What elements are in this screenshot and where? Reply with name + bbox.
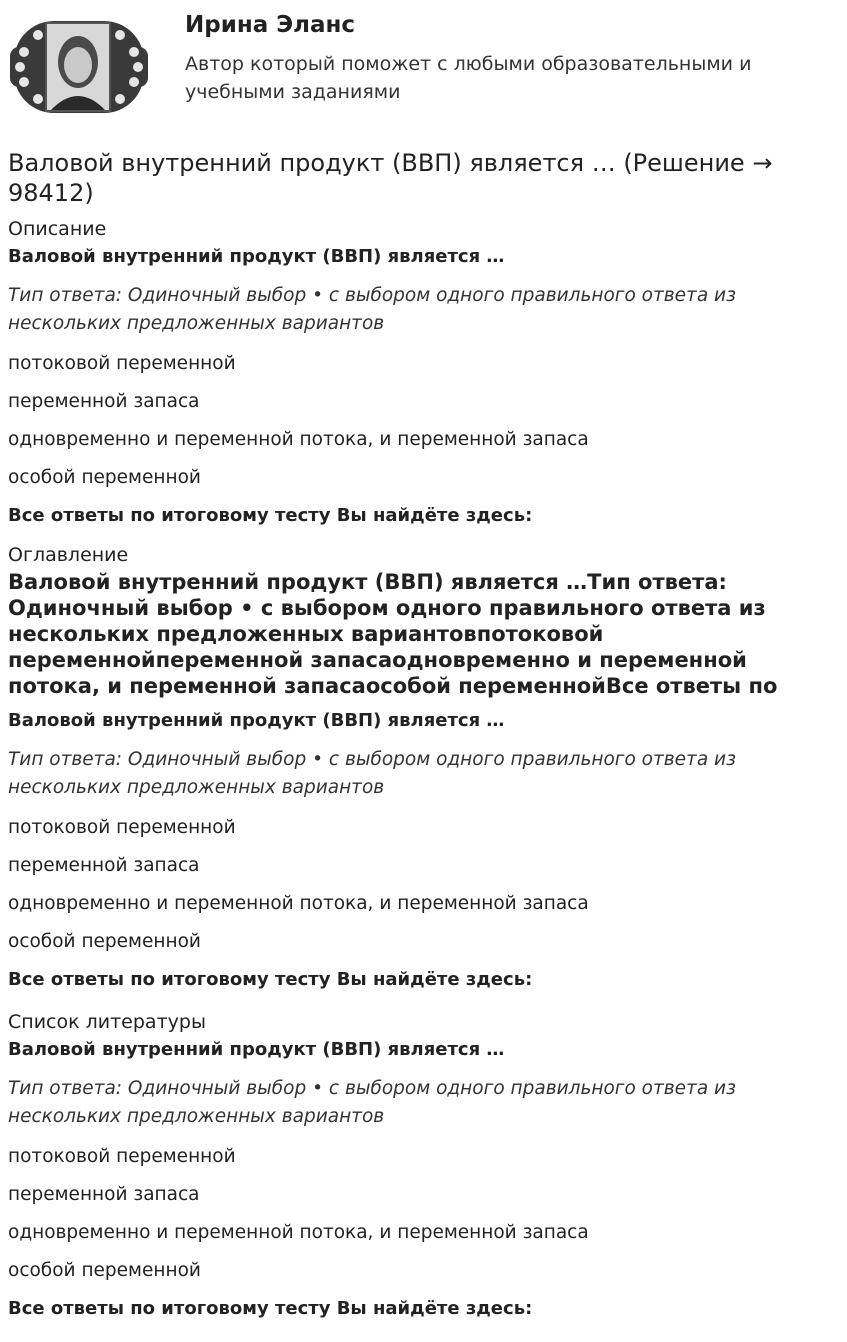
option-item: особой переменной xyxy=(8,931,201,952)
description-section xyxy=(8,217,828,528)
toc-heading: Валовой внутренний продукт (ВВП) является …Тип ответа: Одиночный выбор • с выбором одного правильного ответа из нескольких предложенных вариантовпотоковой переменнойпеременной запасаодновременно и переменной потока, и переменной запасаособой переменнойВсе ответы по xyxy=(8,570,778,698)
bibliography-section xyxy=(8,1010,828,1321)
option-item: одновременно и переменной потока, и переменной запаса xyxy=(8,893,589,914)
option-item: одновременно и переменной потока, и переменной запаса xyxy=(8,429,589,450)
question-text: Валовой внутренний продукт (ВВП) является … xyxy=(8,1039,505,1060)
section-label: Список литературы xyxy=(8,1011,206,1033)
answer-type: Тип ответа: Одиночный выбор • с выбором одного правильного ответа из нескольких предложенных вариантов xyxy=(8,285,736,334)
option-item: переменной запаса xyxy=(8,855,200,876)
author-header xyxy=(0,0,847,135)
option-item: переменной запаса xyxy=(8,391,200,412)
option-item: особой переменной xyxy=(8,467,201,488)
all-answers-text: Все ответы по итоговому тесту Вы найдёте здесь: xyxy=(8,505,533,526)
option-item: потоковой переменной xyxy=(8,353,236,374)
author-avatar xyxy=(8,7,150,127)
question-text: Валовой внутренний продукт (ВВП) является … xyxy=(8,710,505,731)
author-name: Ирина Эланс xyxy=(185,12,356,38)
answer-type: Тип ответа: Одиночный выбор • с выбором одного правильного ответа из нескольких предложенных вариантов xyxy=(8,749,736,798)
toc-section xyxy=(8,543,828,992)
all-answers-text: Все ответы по итоговому тесту Вы найдёте здесь: xyxy=(8,969,533,990)
question-text: Валовой внутренний продукт (ВВП) является … xyxy=(8,246,505,267)
option-item: потоковой переменной xyxy=(8,817,236,838)
all-answers-text: Все ответы по итоговому тесту Вы найдёте здесь: xyxy=(8,1298,533,1319)
section-label: Оглавление xyxy=(8,544,129,566)
option-item: потоковой переменной xyxy=(8,1146,236,1167)
page-title: Валовой внутренний продукт (ВВП) является … (Решение → 98412) xyxy=(8,149,773,207)
option-item: особой переменной xyxy=(8,1260,201,1281)
option-item: переменной запаса xyxy=(8,1184,200,1205)
answer-type: Тип ответа: Одиночный выбор • с выбором одного правильного ответа из нескольких предложенных вариантов xyxy=(8,1078,736,1127)
option-item: одновременно и переменной потока, и переменной запаса xyxy=(8,1222,589,1243)
section-label: Описание xyxy=(8,218,107,240)
author-description: Автор который поможет с любыми образовательными и учебными заданиями xyxy=(185,53,752,103)
